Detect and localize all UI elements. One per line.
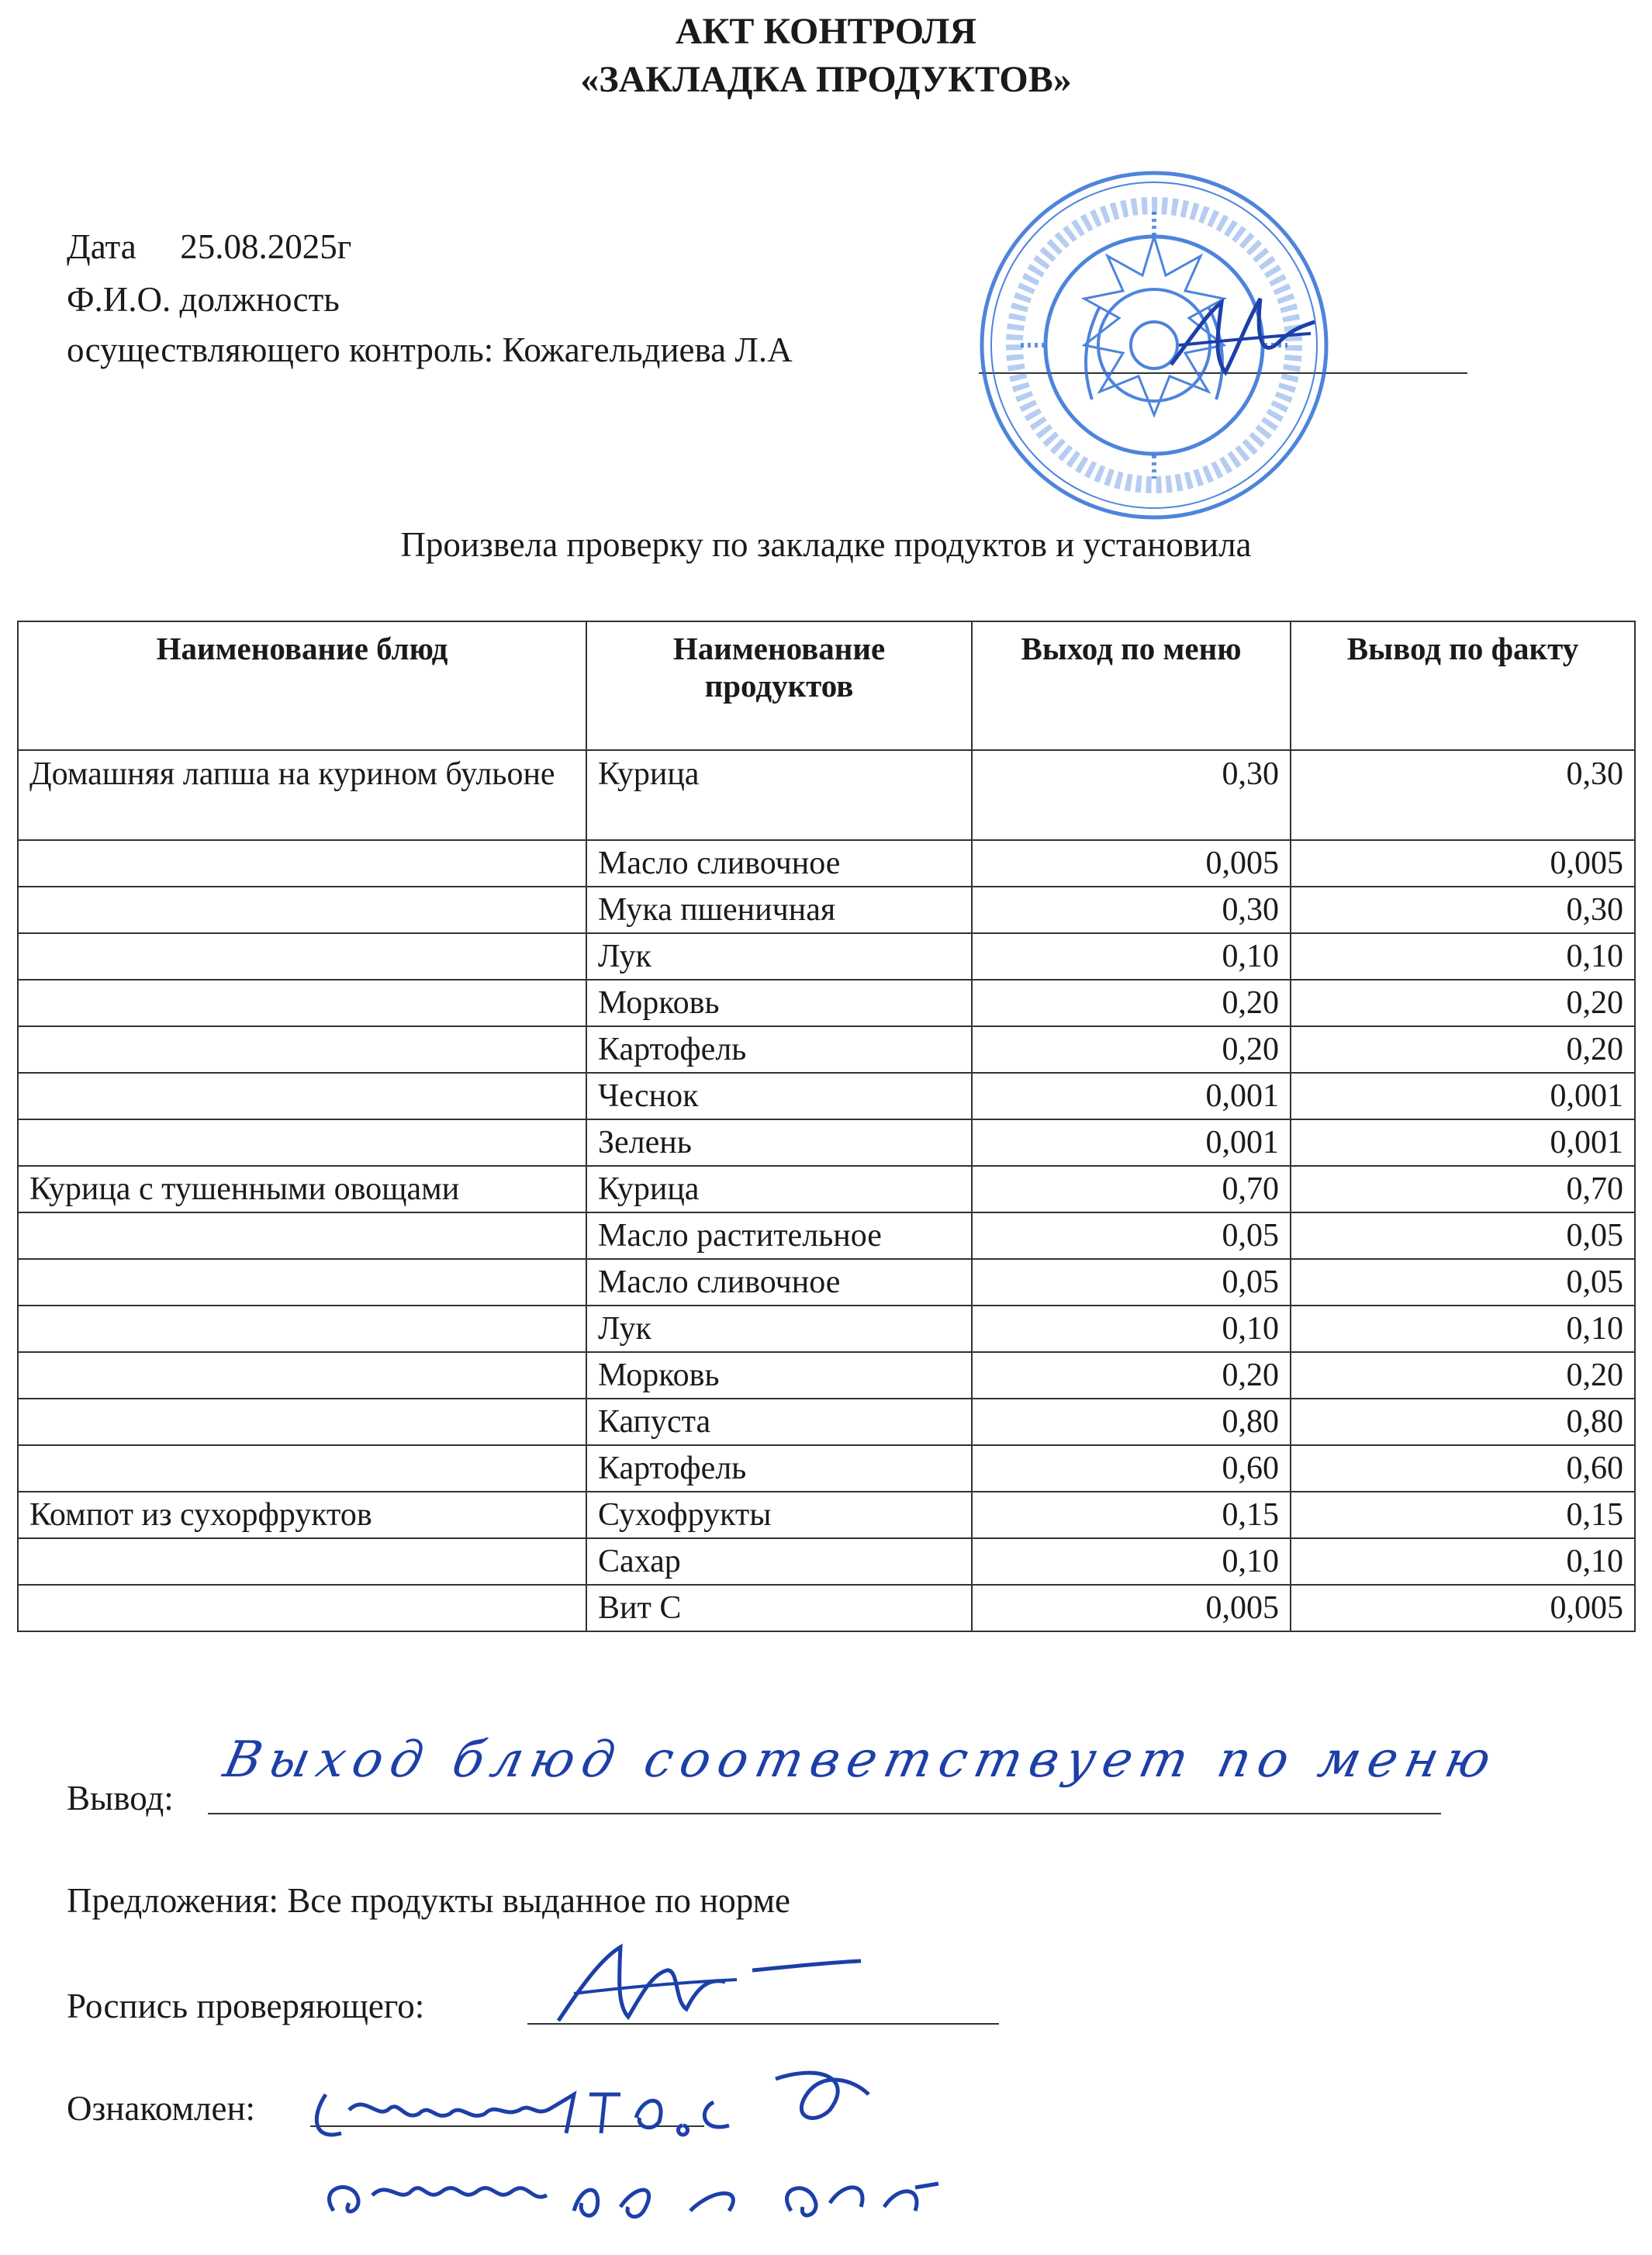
cell-fact: 0,001 bbox=[1291, 1119, 1635, 1166]
date-value: 25.08.2025г bbox=[180, 227, 352, 266]
products-table bbox=[17, 621, 1636, 1632]
cell-fact: 0,20 bbox=[1291, 980, 1635, 1026]
cell-fact: 0,70 bbox=[1291, 1166, 1635, 1212]
table-row bbox=[18, 1538, 1635, 1585]
cell-dish bbox=[18, 1119, 586, 1166]
header-menu: Выход по меню bbox=[972, 621, 1291, 750]
cell-menu: 0,20 bbox=[972, 980, 1291, 1026]
cell-fact: 0,05 bbox=[1291, 1212, 1635, 1259]
cell-dish bbox=[18, 933, 586, 980]
inspector-signature-icon bbox=[543, 1939, 869, 2032]
cell-menu: 0,005 bbox=[972, 1585, 1291, 1631]
cell-menu: 0,001 bbox=[972, 1119, 1291, 1166]
date-line bbox=[67, 225, 351, 268]
cell-product: Зелень bbox=[586, 1119, 972, 1166]
cell-menu: 0,005 bbox=[972, 840, 1291, 887]
cell-menu: 0,10 bbox=[972, 933, 1291, 980]
intro-text: Произвела проверку по закладке продуктов и установила bbox=[400, 525, 1252, 564]
table-row bbox=[18, 887, 1635, 933]
proposals-value: Все продукты выданное по норме bbox=[287, 1881, 791, 1920]
cell-dish bbox=[18, 1538, 586, 1585]
table-row bbox=[18, 1399, 1635, 1445]
cell-product: Масло растительное bbox=[586, 1212, 972, 1259]
table-row bbox=[18, 1259, 1635, 1306]
acknowledged-label: Ознакомлен: bbox=[67, 2089, 256, 2128]
cell-dish bbox=[18, 840, 586, 887]
cell-menu: 0,05 bbox=[972, 1212, 1291, 1259]
cell-menu: 0,60 bbox=[972, 1445, 1291, 1492]
table-row bbox=[18, 1212, 1635, 1259]
table-row bbox=[18, 1306, 1635, 1352]
cell-dish bbox=[18, 1306, 586, 1352]
table-row bbox=[18, 1585, 1635, 1631]
table-row bbox=[18, 1445, 1635, 1492]
conclusion-label: Вывод: bbox=[67, 1779, 174, 1817]
header-dish: Наименование блюд bbox=[18, 621, 586, 750]
cell-product: Лук bbox=[586, 1306, 972, 1352]
fio-label: Ф.И.О. должность bbox=[67, 280, 340, 319]
cell-dish bbox=[18, 1585, 586, 1631]
cell-product: Масло сливочное bbox=[586, 1259, 972, 1306]
table-row bbox=[18, 840, 1635, 887]
cell-dish: Курица с тушенными овощами bbox=[18, 1166, 586, 1212]
cell-fact: 0,05 bbox=[1291, 1259, 1635, 1306]
cell-fact: 0,60 bbox=[1291, 1445, 1635, 1492]
cell-product: Лук bbox=[586, 933, 972, 980]
table-header-row bbox=[18, 621, 1635, 750]
table-row bbox=[18, 1073, 1635, 1119]
header-product: Наименование продуктов bbox=[586, 621, 972, 750]
cell-menu: 0,70 bbox=[972, 1166, 1291, 1212]
cell-dish: Домашняя лапша на курином бульоне bbox=[18, 750, 586, 840]
cell-menu: 0,30 bbox=[972, 750, 1291, 840]
title-line-2: «ЗАКЛАДКА ПРОДУКТОВ» bbox=[580, 59, 1072, 100]
cell-fact: 0,20 bbox=[1291, 1352, 1635, 1399]
cell-product: Курица bbox=[586, 750, 972, 840]
signature-label: Роспись проверяющего: bbox=[67, 1987, 425, 2025]
document-title bbox=[0, 8, 1652, 104]
cell-menu: 0,001 bbox=[972, 1073, 1291, 1119]
acknowledged-signatures-icon bbox=[295, 2048, 1032, 2250]
cell-product: Морковь bbox=[586, 980, 972, 1026]
cell-fact: 0,30 bbox=[1291, 750, 1635, 840]
cell-menu: 0,15 bbox=[972, 1492, 1291, 1538]
table-row bbox=[18, 750, 1635, 840]
date-label: Дата bbox=[67, 227, 137, 266]
cell-fact: 0,10 bbox=[1291, 933, 1635, 980]
cell-fact: 0,005 bbox=[1291, 840, 1635, 887]
cell-dish bbox=[18, 1212, 586, 1259]
cell-product: Мука пшеничная bbox=[586, 887, 972, 933]
cell-menu: 0,10 bbox=[972, 1538, 1291, 1585]
cell-dish bbox=[18, 1259, 586, 1306]
table-row bbox=[18, 1166, 1635, 1212]
cell-dish bbox=[18, 887, 586, 933]
cell-fact: 0,30 bbox=[1291, 887, 1635, 933]
controller-label: осуществляющего контроль: bbox=[67, 330, 494, 369]
proposals-label: Предложения: bbox=[67, 1881, 278, 1920]
controller-name: Кожагельдиева Л.А bbox=[502, 330, 793, 369]
proposals-line bbox=[67, 1879, 790, 1922]
cell-menu: 0,20 bbox=[972, 1352, 1291, 1399]
cell-dish bbox=[18, 1352, 586, 1399]
cell-fact: 0,10 bbox=[1291, 1306, 1635, 1352]
title-line-1: АКТ КОНТРОЛЯ bbox=[675, 11, 977, 52]
cell-product: Масло сливочное bbox=[586, 840, 972, 887]
cell-product: Курица bbox=[586, 1166, 972, 1212]
cell-fact: 0,80 bbox=[1291, 1399, 1635, 1445]
table-row bbox=[18, 933, 1635, 980]
cell-product: Капуста bbox=[586, 1399, 972, 1445]
table-row bbox=[18, 1492, 1635, 1538]
cell-product: Картофель bbox=[586, 1445, 972, 1492]
cell-fact: 0,001 bbox=[1291, 1073, 1635, 1119]
cell-menu: 0,05 bbox=[972, 1259, 1291, 1306]
conclusion-handwritten: Выход блюд соответствует по меню bbox=[219, 1731, 1504, 1789]
cell-fact: 0,10 bbox=[1291, 1538, 1635, 1585]
cell-fact: 0,005 bbox=[1291, 1585, 1635, 1631]
cell-dish: Компот из сухорфруктов bbox=[18, 1492, 586, 1538]
controller-signature-icon bbox=[1163, 287, 1318, 388]
cell-menu: 0,20 bbox=[972, 1026, 1291, 1073]
cell-dish bbox=[18, 980, 586, 1026]
cell-dish bbox=[18, 1026, 586, 1073]
conclusion-underline bbox=[208, 1813, 1441, 1814]
cell-dish bbox=[18, 1073, 586, 1119]
cell-menu: 0,80 bbox=[972, 1399, 1291, 1445]
table-row bbox=[18, 980, 1635, 1026]
cell-product: Чеснок bbox=[586, 1073, 972, 1119]
controller-line bbox=[67, 328, 793, 372]
table-row bbox=[18, 1119, 1635, 1166]
cell-menu: 0,10 bbox=[972, 1306, 1291, 1352]
cell-product: Сахар bbox=[586, 1538, 972, 1585]
cell-product: Вит С bbox=[586, 1585, 972, 1631]
cell-product: Картофель bbox=[586, 1026, 972, 1073]
cell-fact: 0,20 bbox=[1291, 1026, 1635, 1073]
cell-dish bbox=[18, 1399, 586, 1445]
cell-dish bbox=[18, 1445, 586, 1492]
cell-fact: 0,15 bbox=[1291, 1492, 1635, 1538]
table-row bbox=[18, 1026, 1635, 1073]
cell-product: Сухофрукты bbox=[586, 1492, 972, 1538]
table-row bbox=[18, 1352, 1635, 1399]
cell-product: Морковь bbox=[586, 1352, 972, 1399]
header-fact: Вывод по факту bbox=[1291, 621, 1635, 750]
cell-menu: 0,30 bbox=[972, 887, 1291, 933]
